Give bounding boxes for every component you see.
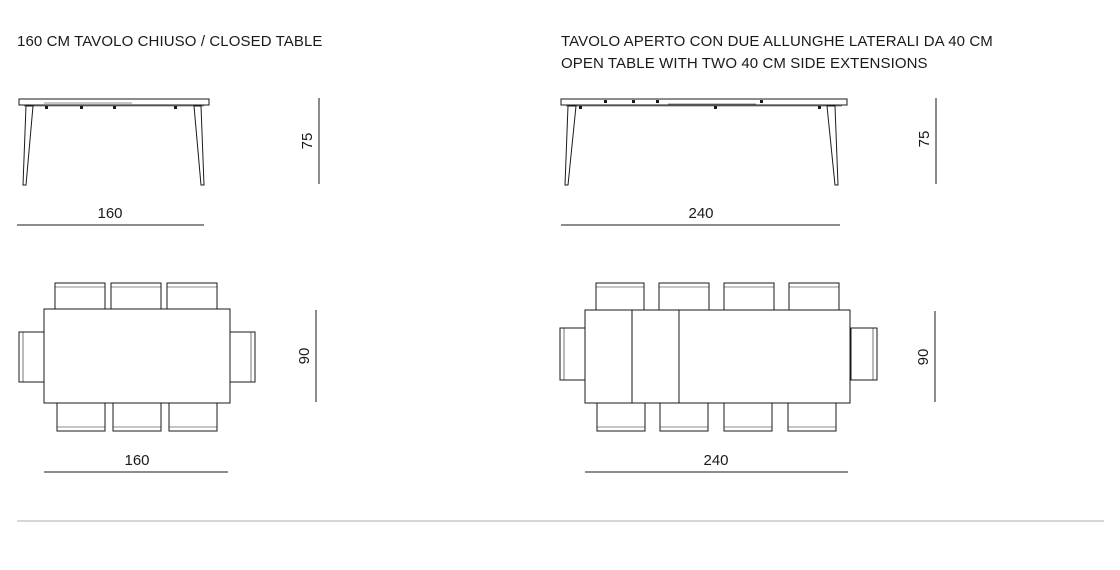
open-top-width-label: 240 [703,452,729,469]
chair [724,283,774,310]
closed-top-view [19,283,316,472]
closed-side-bracket [45,106,48,109]
open-top-chairs-upper [596,283,839,310]
closed-side-hardware [45,106,177,109]
closed-height-label: 75 [299,132,316,150]
open-side-bracket [604,100,607,103]
open-table-title-english: OPEN TABLE WITH TWO 40 CM SIDE EXTENSIONS [561,55,928,72]
chair [660,403,708,431]
chair [788,403,836,431]
open-depth-label: 90 [915,348,932,366]
closed-top-chair-left [19,332,45,382]
closed-side-view [17,98,319,225]
closed-table-title: 160 CM TAVOLO CHIUSO / CLOSED TABLE [17,33,323,50]
closed-side-bracket [80,106,83,109]
chair [169,403,217,431]
closed-side-leg-left [23,106,33,185]
chair [724,403,772,431]
open-top-chair-right [851,328,877,380]
open-tabletop [585,310,850,403]
chair [57,403,105,431]
chair [167,283,217,309]
open-side-bracket [818,106,821,109]
closed-depth-label: 90 [296,347,313,365]
open-top-chairs-lower [597,403,836,431]
chair [789,283,839,310]
closed-tabletop [44,309,230,403]
chair [659,283,709,310]
chair [55,283,105,309]
closed-side-leg-right [194,106,204,185]
open-top-chair-left [560,328,586,380]
closed-top-width-label: 160 [124,452,150,469]
open-side-leg-left [565,106,576,185]
closed-top-chairs-upper [55,283,217,309]
open-side-bracket [714,106,717,109]
open-side-leg-right [827,106,838,185]
chair [113,403,161,431]
open-side-bracket [656,100,659,103]
closed-side-tabletop [19,99,209,105]
open-side-bracket [760,100,763,103]
chair [597,403,645,431]
closed-side-bracket [174,106,177,109]
closed-side-bracket [113,106,116,109]
open-side-bracket [632,100,635,103]
open-side-view [561,98,936,225]
open-top-view [560,283,935,472]
open-height-label: 75 [916,130,933,148]
open-table-title-italian: TAVOLO APERTO CON DUE ALLUNGHE LATERALI DA 40 CM [561,33,993,50]
closed-side-width-label: 160 [97,205,123,222]
closed-top-chair-right [229,332,255,382]
chair [596,283,644,310]
chair [111,283,161,309]
closed-top-chairs-lower [57,403,217,431]
open-side-bracket [579,106,582,109]
open-side-width-label: 240 [688,205,714,222]
